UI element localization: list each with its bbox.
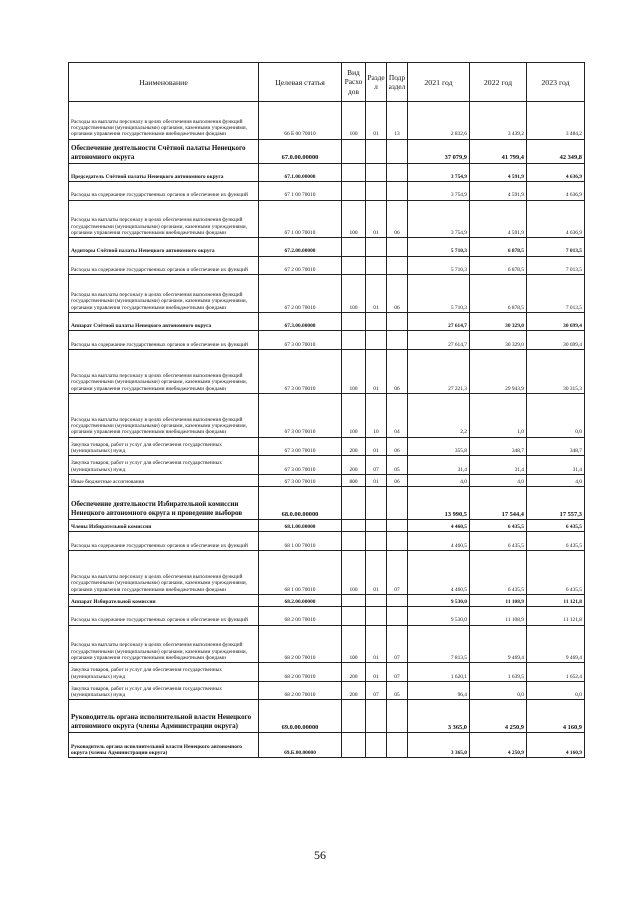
row-subsection — [387, 238, 408, 257]
row-value-2021: 4,0 — [408, 474, 470, 486]
row-value-2022: 6 435,5 — [470, 520, 527, 532]
table-row — [69, 551, 585, 595]
row-expense-kind: 200 — [342, 437, 366, 456]
row-name: Расходы на содержание государственных органов и обеспечение их функций — [69, 182, 259, 201]
row-expense-kind — [342, 256, 366, 275]
row-section — [366, 607, 387, 626]
row-subsection: 06 — [387, 275, 408, 313]
row-value-2022: 6 878,5 — [470, 238, 527, 257]
row-subsection: 06 — [387, 437, 408, 456]
table-row — [69, 393, 585, 437]
row-value-2023: 11 121,8 — [527, 594, 585, 606]
table-row — [69, 663, 585, 682]
row-expense-kind — [342, 331, 366, 350]
table-row — [69, 256, 585, 275]
row-value-2023: 17 557,3 — [527, 487, 585, 520]
row-value-2023: 0,0 — [527, 393, 585, 437]
row-expense-kind — [342, 487, 366, 520]
header-section: Разде л — [366, 63, 387, 102]
header-name: Наименование — [69, 63, 259, 102]
row-target-code: 68 2 00 70010 — [259, 663, 342, 682]
table-header-row — [69, 63, 585, 102]
row-value-2021: 7 813,5 — [408, 625, 470, 663]
row-subsection — [387, 520, 408, 532]
row-subsection: 13 — [387, 102, 408, 140]
row-value-2022: 0,0 — [470, 681, 527, 700]
row-value-2023: 31,4 — [527, 456, 585, 475]
row-value-2023: 4 636,9 — [527, 200, 585, 238]
row-target-code: 67 3 00 70010 — [259, 393, 342, 437]
row-value-2021: 4 460,5 — [408, 532, 470, 551]
row-name: Закупка товаров, работ и услуг для обеспечения государственных (муниципальных) нужд — [69, 663, 259, 682]
page-number: 56 — [314, 848, 326, 862]
row-expense-kind — [342, 700, 366, 733]
row-value-2021: 27 614,7 — [408, 331, 470, 350]
table-row — [69, 331, 585, 350]
row-section — [366, 487, 387, 520]
row-value-2022: 30 329,0 — [470, 331, 527, 350]
row-value-2021: 5 710,3 — [408, 256, 470, 275]
row-target-code: 69.0.00.00000 — [259, 700, 342, 733]
row-expense-kind: 800 — [342, 474, 366, 486]
row-target-code: 68.1.00.00000 — [259, 520, 342, 532]
row-target-code: 67.0.00.00000 — [259, 139, 342, 163]
row-value-2022: 29 943,9 — [470, 350, 527, 394]
row-name: Расходы на выплаты персоналу в целях обеспечения выполнения функций государственными (муниципальными) органами, казенными учреждениями, органами управления государственными внебюджетными фондами — [69, 350, 259, 394]
row-expense-kind — [342, 594, 366, 606]
row-value-2023: 3 484,2 — [527, 102, 585, 140]
row-subsection — [387, 163, 408, 182]
row-section: 01 — [366, 663, 387, 682]
table-row — [69, 139, 585, 163]
row-subsection: 07 — [387, 663, 408, 682]
row-value-2021: 27 614,7 — [408, 312, 470, 331]
row-value-2022: 17 544,4 — [470, 487, 527, 520]
row-name: Члены Избирательной комиссии — [69, 520, 259, 532]
table-row — [69, 275, 585, 313]
row-name: Председатель Счётной палаты Ненецкого автономного округа — [69, 163, 259, 182]
row-value-2021: 2,2 — [408, 393, 470, 437]
row-subsection — [387, 607, 408, 626]
row-value-2023: 6 435,5 — [527, 520, 585, 532]
row-value-2021: 37 079,9 — [408, 139, 470, 163]
row-value-2021: 96,4 — [408, 681, 470, 700]
table-row — [69, 437, 585, 456]
row-subsection — [387, 700, 408, 733]
row-value-2021: 13 990,5 — [408, 487, 470, 520]
row-subsection — [387, 256, 408, 275]
row-value-2023: 30 699,4 — [527, 312, 585, 331]
row-value-2021: 5 710,3 — [408, 275, 470, 313]
row-expense-kind — [342, 532, 366, 551]
table-row — [69, 532, 585, 551]
row-target-code: 67 3 00 70010 — [259, 456, 342, 475]
row-section: 01 — [366, 551, 387, 595]
row-expense-kind — [342, 238, 366, 257]
table-row — [69, 625, 585, 663]
row-target-code: 67 3 00 70010 — [259, 437, 342, 456]
row-value-2022: 6 435,5 — [470, 532, 527, 551]
row-name: Закупка товаров, работ и услуг для обеспечения государственных (муниципальных) нужд — [69, 437, 259, 456]
row-value-2021: 3 754,9 — [408, 182, 470, 201]
row-value-2021: 1 620,1 — [408, 663, 470, 682]
row-value-2023: 7 013,5 — [527, 275, 585, 313]
row-name: Расходы на содержание государственных органов и обеспечение их функций — [69, 607, 259, 626]
row-target-code: 67 1 00 70010 — [259, 200, 342, 238]
row-target-code: 66 Б 00 70010 — [259, 102, 342, 140]
table-row — [69, 102, 585, 140]
table-body — [69, 102, 585, 758]
row-value-2023: 42 349,8 — [527, 139, 585, 163]
row-name: Расходы на выплаты персоналу в целях обеспечения выполнения функций государственными (муниципальными) органами, казенными учреждениями, органами управления государственными внебюджетными фондами — [69, 102, 259, 140]
table-row — [69, 474, 585, 486]
row-value-2023: 11 121,8 — [527, 607, 585, 626]
row-value-2023: 30 315,3 — [527, 350, 585, 394]
row-value-2021: 3 365,0 — [408, 733, 470, 758]
row-section — [366, 733, 387, 758]
table-row — [69, 182, 585, 201]
row-target-code: 68.2.00.00000 — [259, 594, 342, 606]
row-section: 01 — [366, 350, 387, 394]
row-subsection: 06 — [387, 474, 408, 486]
row-expense-kind — [342, 182, 366, 201]
row-expense-kind — [342, 733, 366, 758]
row-subsection — [387, 532, 408, 551]
row-value-2023: 30 699,4 — [527, 331, 585, 350]
header-2023: 2023 год — [527, 63, 585, 102]
row-value-2023: 7 013,5 — [527, 238, 585, 257]
row-value-2021: 4 460,5 — [408, 520, 470, 532]
table-row — [69, 520, 585, 532]
row-value-2021: 31,4 — [408, 456, 470, 475]
table-row — [69, 681, 585, 700]
row-target-code: 68 2 00 70010 — [259, 607, 342, 626]
row-value-2021: 9 530,0 — [408, 607, 470, 626]
row-value-2021: 27 221,3 — [408, 350, 470, 394]
row-value-2022: 4 591,9 — [470, 182, 527, 201]
row-subsection — [387, 733, 408, 758]
row-name: Расходы на содержание государственных органов и обеспечение их функций — [69, 331, 259, 350]
row-value-2023: 348,7 — [527, 437, 585, 456]
row-name: Закупка товаров, работ и услуг для обеспечения государственных (муниципальных) нужд — [69, 681, 259, 700]
header-subsection: Подр аздел — [387, 63, 408, 102]
row-subsection: 05 — [387, 681, 408, 700]
row-name: Руководитель органа исполнительной власти Ненецкого автономного округа (члены Администрации округа) — [69, 700, 259, 733]
row-value-2022: 11 108,9 — [470, 594, 527, 606]
row-value-2021: 2 832,6 — [408, 102, 470, 140]
row-target-code: 67.3.00.00000 — [259, 312, 342, 331]
row-section — [366, 163, 387, 182]
row-expense-kind: 200 — [342, 663, 366, 682]
row-expense-kind — [342, 607, 366, 626]
row-section — [366, 594, 387, 606]
row-value-2022: 31,4 — [470, 456, 527, 475]
table-row — [69, 163, 585, 182]
row-subsection: 04 — [387, 393, 408, 437]
row-subsection: 07 — [387, 551, 408, 595]
row-section: 01 — [366, 625, 387, 663]
row-name: Расходы на выплаты персоналу в целях обеспечения выполнения функций государственными (муниципальными) органами, казенными учреждениями, органами управления государственными внебюджетными фондами — [69, 551, 259, 595]
row-value-2023: 7 013,5 — [527, 256, 585, 275]
row-value-2023: 4,0 — [527, 474, 585, 486]
row-subsection — [387, 182, 408, 201]
row-target-code: 67 3 00 70010 — [259, 474, 342, 486]
row-section — [366, 182, 387, 201]
row-name: Расходы на выплаты персоналу в целях обеспечения выполнения функций государственными (муниципальными) органами, казенными учреждениями, органами управления государственными внебюджетными фондами — [69, 275, 259, 313]
row-value-2021: 355,8 — [408, 437, 470, 456]
row-section: 07 — [366, 456, 387, 475]
row-value-2021: 3 365,0 — [408, 700, 470, 733]
row-expense-kind: 100 — [342, 102, 366, 140]
row-expense-kind: 100 — [342, 350, 366, 394]
header-target: Целевая статья — [259, 63, 342, 102]
row-expense-kind: 100 — [342, 393, 366, 437]
table-row — [69, 456, 585, 475]
row-subsection: 05 — [387, 456, 408, 475]
row-value-2022: 41 799,4 — [470, 139, 527, 163]
row-expense-kind: 200 — [342, 456, 366, 475]
row-name: Обеспечение деятельности Счётной палаты Ненецкого автономного округа — [69, 139, 259, 163]
row-value-2023: 4 160,9 — [527, 733, 585, 758]
header-kind: Вид Расхо дов — [342, 63, 366, 102]
table-row — [69, 487, 585, 520]
row-section: 07 — [366, 681, 387, 700]
row-value-2022: 4,0 — [470, 474, 527, 486]
row-expense-kind: 200 — [342, 681, 366, 700]
row-section — [366, 532, 387, 551]
row-value-2021: 9 530,0 — [408, 594, 470, 606]
table-row — [69, 700, 585, 733]
row-target-code: 67.1.00.00000 — [259, 163, 342, 182]
row-target-code: 68 2 00 70010 — [259, 625, 342, 663]
row-value-2022: 6 878,5 — [470, 256, 527, 275]
row-subsection — [387, 139, 408, 163]
row-value-2023: 1 652,4 — [527, 663, 585, 682]
row-expense-kind — [342, 520, 366, 532]
row-subsection — [387, 331, 408, 350]
row-expense-kind: 100 — [342, 551, 366, 595]
row-section — [366, 312, 387, 331]
table-row — [69, 594, 585, 606]
table-row — [69, 238, 585, 257]
row-target-code: 68 2 00 70010 — [259, 681, 342, 700]
row-value-2021: 4 460,5 — [408, 551, 470, 595]
row-name: Иные бюджетные ассигнования — [69, 474, 259, 486]
row-name: Закупка товаров, работ и услуг для обеспечения государственных (муниципальных) нужд — [69, 456, 259, 475]
row-value-2023: 0,0 — [527, 681, 585, 700]
row-subsection — [387, 487, 408, 520]
row-section: 01 — [366, 102, 387, 140]
row-value-2022: 9 469,4 — [470, 625, 527, 663]
table-row — [69, 350, 585, 394]
row-value-2022: 11 108,9 — [470, 607, 527, 626]
row-target-code: 67 3 00 70010 — [259, 350, 342, 394]
row-value-2022: 1 639,5 — [470, 663, 527, 682]
row-value-2023: 6 435,5 — [527, 532, 585, 551]
row-value-2023: 4 636,9 — [527, 163, 585, 182]
header-2021: 2021 год — [408, 63, 470, 102]
table-row — [69, 733, 585, 758]
row-subsection: 06 — [387, 200, 408, 238]
row-name: Аппарат Избирательной комиссии — [69, 594, 259, 606]
row-value-2022: 4 591,9 — [470, 163, 527, 182]
row-subsection — [387, 594, 408, 606]
row-subsection — [387, 312, 408, 331]
row-target-code: 68.0.00.00000 — [259, 487, 342, 520]
row-section — [366, 238, 387, 257]
row-target-code: 67 2 00 70010 — [259, 256, 342, 275]
table-row — [69, 200, 585, 238]
row-name: Обеспечение деятельности Избирательной комиссии Ненецкого автономного округа и проведение выборов — [69, 487, 259, 520]
row-name: Расходы на выплаты персоналу в целях обеспечения выполнения функций государственными (муниципальными) органами, казенными учреждениями, органами управления государственными внебюджетными фондами — [69, 625, 259, 663]
table-row — [69, 312, 585, 331]
row-value-2023: 9 469,4 — [527, 625, 585, 663]
row-value-2022: 30 329,0 — [470, 312, 527, 331]
row-section: 01 — [366, 437, 387, 456]
header-2022: 2022 год — [470, 63, 527, 102]
row-value-2021: 5 710,3 — [408, 238, 470, 257]
row-name: Расходы на выплаты персоналу в целях обеспечения выполнения функций государственными (муниципальными) органами, казенными учреждениями, органами управления государственными внебюджетными фондами — [69, 200, 259, 238]
row-name: Расходы на содержание государственных органов и обеспечение их функций — [69, 532, 259, 551]
row-value-2022: 6 435,5 — [470, 551, 527, 595]
row-section: 10 — [366, 393, 387, 437]
row-value-2023: 4 160,9 — [527, 700, 585, 733]
row-value-2022: 4 250,9 — [470, 700, 527, 733]
row-value-2022: 6 878,5 — [470, 275, 527, 313]
row-expense-kind: 100 — [342, 625, 366, 663]
row-section — [366, 256, 387, 275]
row-section: 01 — [366, 275, 387, 313]
row-target-code: 69.Б.00.00000 — [259, 733, 342, 758]
row-target-code: 68 1 00 70010 — [259, 532, 342, 551]
row-target-code: 67 1 00 70010 — [259, 182, 342, 201]
row-value-2021: 3 754,9 — [408, 200, 470, 238]
row-target-code: 67 2 00 70010 — [259, 275, 342, 313]
row-name: Руководитель органа исполнительной власти Ненецкого автономного округа (члены Администрации округа) — [69, 733, 259, 758]
row-expense-kind — [342, 139, 366, 163]
row-value-2022: 1,0 — [470, 393, 527, 437]
row-section — [366, 700, 387, 733]
row-target-code: 67 3 00 70010 — [259, 331, 342, 350]
budget-table — [68, 62, 585, 758]
row-subsection: 06 — [387, 350, 408, 394]
row-target-code: 67.2.00.00000 — [259, 238, 342, 257]
row-value-2023: 4 636,9 — [527, 182, 585, 201]
row-value-2022: 3 439,2 — [470, 102, 527, 140]
row-value-2021: 3 754,9 — [408, 163, 470, 182]
row-expense-kind — [342, 163, 366, 182]
row-name: Расходы на выплаты персоналу в целях обеспечения выполнения функций государственными (муниципальными) органами, казенными учреждениями, органами управления государственными внебюджетными фондами — [69, 393, 259, 437]
row-name: Аудиторы Счётной палаты Ненецкого автономного округа — [69, 238, 259, 257]
row-section — [366, 331, 387, 350]
row-name: Расходы на содержание государственных органов и обеспечение их функций — [69, 256, 259, 275]
row-value-2023: 6 435,5 — [527, 551, 585, 595]
table-row — [69, 607, 585, 626]
row-target-code: 68 1 00 70010 — [259, 551, 342, 595]
row-section: 01 — [366, 474, 387, 486]
row-value-2022: 4 591,9 — [470, 200, 527, 238]
row-subsection: 07 — [387, 625, 408, 663]
row-value-2022: 348,7 — [470, 437, 527, 456]
row-value-2022: 4 250,9 — [470, 733, 527, 758]
row-name: Аппарат Счётной палаты Ненецкого автономного округа — [69, 312, 259, 331]
row-section — [366, 139, 387, 163]
row-expense-kind — [342, 312, 366, 331]
row-expense-kind: 100 — [342, 275, 366, 313]
row-section — [366, 520, 387, 532]
row-expense-kind: 100 — [342, 200, 366, 238]
row-section: 01 — [366, 200, 387, 238]
